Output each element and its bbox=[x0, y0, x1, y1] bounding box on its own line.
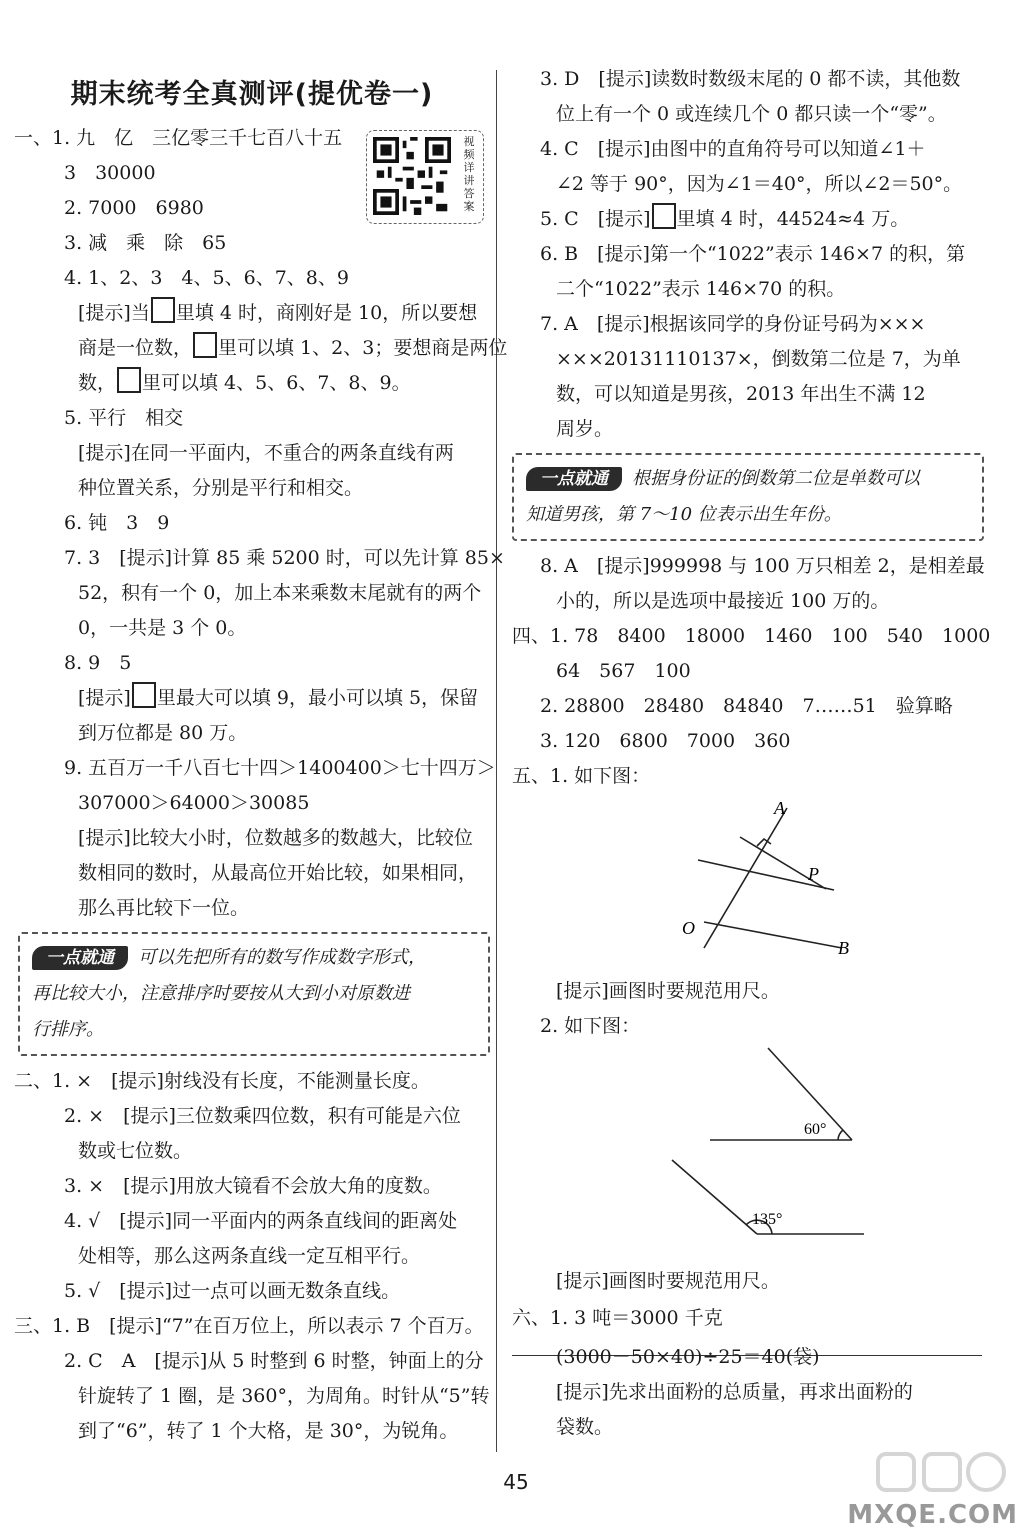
answer-line: 4. C [提示]由图中的直角符号可以知道∠1＋ bbox=[540, 138, 926, 160]
ray-OA bbox=[704, 808, 787, 948]
answer-line: 5. √ [提示]过一点可以画无数条直线。 bbox=[64, 1280, 401, 1302]
answer-line: 7. 3 [提示]计算 85 乘 5200 时，可以先计算 85× bbox=[64, 547, 505, 569]
answer-text: 里填 4 时，44524≈4 万。 bbox=[676, 208, 910, 230]
hint-text: 数， bbox=[78, 372, 117, 394]
blank-box bbox=[132, 682, 156, 708]
geometry-figure-2 bbox=[512, 1044, 982, 1264]
hint-line: ×××20131110137×，倒数第二位是 7，为单 bbox=[556, 348, 961, 370]
hint-line: 到了“6”，转了 1 个大格，是 30°，为锐角。 bbox=[78, 1420, 459, 1442]
tip-text: 再比较大小，注意排序时要按从大到小对原数进 bbox=[32, 983, 410, 1004]
hint-text: 里可以填 1、2、3；要想商是两位 bbox=[218, 337, 508, 359]
answer-line: 3. 减 乘 除 65 bbox=[64, 232, 227, 254]
answer-line: 2. × [提示]三位数乘四位数，积有可能是六位 bbox=[64, 1105, 461, 1127]
blank-box bbox=[652, 203, 676, 229]
hint-line: [提示]画图时要规范用尺。 bbox=[556, 1270, 780, 1292]
label-B: B bbox=[838, 938, 849, 958]
answer-line: 4. √ [提示]同一平面内的两条直线间的距离处 bbox=[64, 1210, 458, 1232]
hint-line: 数相同的数时，从最高位开始比较，如果相同， bbox=[78, 862, 478, 884]
answer-line: 8. 9 5 bbox=[64, 652, 132, 674]
hint-line: 52，积有一个 0，加上本来乘数末尾就有的两个 bbox=[78, 582, 482, 604]
answer-line: 6. 钝 3 9 bbox=[64, 512, 170, 534]
qr-caption: 视频详讲答案 bbox=[463, 135, 475, 213]
answer-text: 5. C [提示] bbox=[540, 208, 651, 230]
geometry-figure-1 bbox=[512, 794, 982, 974]
answer-text: 3 30000 bbox=[64, 162, 156, 184]
hint-line: 数或七位数。 bbox=[78, 1140, 193, 1162]
tip-badge: 一点就通 bbox=[526, 467, 622, 491]
hint-line bbox=[14, 296, 490, 331]
answer-line: 6. B [提示]第一个“1022”表示 146×7 的积，第 bbox=[540, 243, 966, 265]
answer-line: 307000＞64000＞30085 bbox=[78, 792, 310, 814]
hint-line bbox=[14, 366, 490, 401]
answer-line: 8. A [提示]999998 与 100 万只相差 2，是相差最 bbox=[540, 555, 985, 577]
answer-line: 五、1. 如下图： bbox=[512, 765, 651, 787]
answer-line: 9. 五百万一千八百七十四＞1400400＞七十四万＞ bbox=[64, 757, 496, 779]
hint-line: 0，一共是 3 个 0。 bbox=[78, 617, 247, 639]
answer-line: 3. 120 6800 7000 360 bbox=[540, 730, 791, 752]
hint-line: 那么再比较下一位。 bbox=[78, 897, 250, 919]
tip-text: 知道男孩，第 7～10 位表示出生年份。 bbox=[526, 504, 842, 525]
answer-line: 二、1. × [提示]射线没有长度，不能测量长度。 bbox=[14, 1070, 430, 1092]
answer-line: 7. A [提示]根据该同学的身份证号码为××× bbox=[540, 313, 926, 335]
answer-line: 2. 如下图： bbox=[540, 1015, 641, 1037]
answer-line: 四、1. 78 8400 18000 1460 100 540 1000 bbox=[512, 625, 991, 647]
answer-line: 2. 28800 28480 84840 7……51 验算略 bbox=[540, 695, 953, 717]
left-column bbox=[14, 62, 508, 1449]
answer-line: 3. × [提示]用放大镜看不会放大角的度数。 bbox=[64, 1175, 442, 1197]
hint-line bbox=[14, 681, 490, 716]
answer-line: 三、1. B [提示]“7”在百万位上，所以表示 7 个百万。 bbox=[14, 1315, 484, 1337]
tip-box bbox=[18, 932, 490, 1056]
column-divider bbox=[496, 70, 497, 1452]
hint-line: 周岁。 bbox=[556, 418, 614, 440]
answer-line: 5. 平行 相交 bbox=[64, 407, 184, 429]
hint-line: ∠2 等于 90°，因为∠1＝40°，所以∠2＝50°。 bbox=[556, 173, 963, 195]
answer-line bbox=[14, 156, 490, 191]
tip-box bbox=[512, 453, 984, 541]
answer-line: 3. D [提示]读数时数级末尾的 0 都不读，其他数 bbox=[540, 68, 961, 90]
hint-line: 数，可以知道是男孩，2013 年出生不满 12 bbox=[556, 383, 926, 405]
answer-line: 2. 7000 6980 bbox=[64, 197, 204, 219]
hint-text: 里最大可以填 9，最小可以填 5，保留 bbox=[156, 687, 479, 709]
hint-text: 里可以填 4、5、6、7、8、9。 bbox=[142, 372, 411, 394]
hint-text: [提示] bbox=[78, 687, 131, 709]
right-column bbox=[512, 62, 991, 1445]
answer-line: 六、1. 3 吨＝3000 千克 bbox=[512, 1307, 723, 1329]
angle-60-label: 60° bbox=[804, 1121, 827, 1138]
tip-text: 根据身份证的倒数第二位是单数可以 bbox=[632, 468, 920, 489]
page-number: 45 bbox=[503, 1470, 529, 1494]
answer-line: (3000－50×40)÷25＝40(袋) bbox=[556, 1346, 820, 1368]
hint-line: 处相等，那么这两条直线一定互相平行。 bbox=[78, 1245, 421, 1267]
tip-text: 可以先把所有的数写作成数字形式， bbox=[138, 947, 426, 968]
figure-perpendicular bbox=[512, 794, 984, 974]
figure-angles bbox=[512, 1044, 984, 1264]
ray-OB bbox=[704, 922, 842, 948]
hint-text: [提示]当 bbox=[78, 302, 150, 324]
answer-line: 4. 1、2、3 4、5、6、7、8、9 bbox=[64, 267, 349, 289]
hint-line: 种位置关系，分别是平行和相交。 bbox=[78, 477, 364, 499]
label-P: P bbox=[808, 864, 819, 884]
label-A: A bbox=[774, 798, 785, 818]
hint-line: 二个“1022”表示 146×70 的积。 bbox=[556, 278, 846, 300]
answer-line bbox=[512, 202, 984, 237]
hint-line: 位上有一个 0 或连续几个 0 都只读一个“零”。 bbox=[556, 103, 947, 125]
blank-box bbox=[193, 332, 217, 358]
answer-line: 一、1. 九 亿 三亿零三千七百八十五 bbox=[14, 127, 343, 149]
page-title: 期末统考全真测评(提优卷一) bbox=[70, 79, 434, 110]
blank-box bbox=[151, 297, 175, 323]
answer-line: 2. C A [提示]从 5 时整到 6 时整，钟面上的分 bbox=[64, 1350, 484, 1372]
hint-text: 里填 4 时，商刚好是 10，所以要想 bbox=[175, 302, 478, 324]
hint-line: [提示]在同一平面内，不重合的两条直线有两 bbox=[78, 442, 454, 464]
label-O: O bbox=[682, 918, 695, 938]
tip-badge: 一点就通 bbox=[32, 946, 128, 970]
tip-text: 行排序。 bbox=[32, 1019, 104, 1040]
hint-line: 小的，所以是选项中最接近 100 万的。 bbox=[556, 590, 890, 612]
angle-135-label: 135° bbox=[752, 1211, 783, 1228]
hint-text: 商是一位数， bbox=[78, 337, 193, 359]
hint-line: 到万位都是 80 万。 bbox=[78, 722, 248, 744]
answer-line: 64 567 100 bbox=[556, 660, 691, 682]
watermark-text: MXQE.COM bbox=[847, 1500, 1018, 1530]
hint-line: [提示]画图时要规范用尺。 bbox=[556, 980, 780, 1002]
hint-line bbox=[14, 331, 508, 366]
hint-line: [提示]先求出面粉的总质量，再求出面粉的 bbox=[556, 1381, 913, 1403]
hint-line: 袋数。 bbox=[556, 1416, 614, 1438]
hint-line: 针旋转了 1 圈，是 360°，为周角。时针从“5”转 bbox=[78, 1385, 490, 1407]
blank-box bbox=[117, 367, 141, 393]
hint-line: [提示]比较大小时，位数越多的数越大，比较位 bbox=[78, 827, 473, 849]
